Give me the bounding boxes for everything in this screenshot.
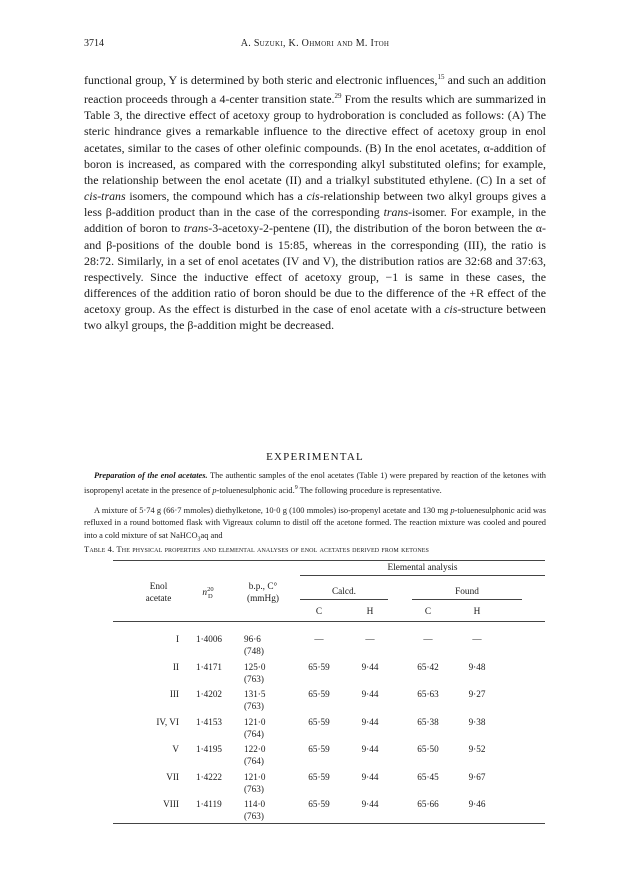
table-cell-n: 1·4119	[196, 799, 222, 809]
table-cell-enol: II	[172, 661, 179, 672]
table-cell-ch: 9·44	[361, 689, 379, 699]
text-run: From the results which are summarized in Table 3, the directive effect of acetoxy group to hydroboration is concluded as follows: (A) The steric hindrance gives a remarkable influence to the directive effect of acetoxy group in enol acetates, similar to the cases of other olefinic compounds. (B) In the enol acetates, α-addition of boron is increased, as compared with the corresponding alkyl substituted olefins; for example, the relationship between the enol acetate (II) and a trialkyl substituted ethylene. (C) In a set of	[84, 92, 546, 187]
header-calcd: Calcd.	[331, 587, 356, 597]
text-run: The following procedure is representative.	[297, 486, 442, 496]
table-title: The physical properties and elemental analyses of enol acetates derived from ketones	[114, 544, 429, 554]
italic-term: p	[212, 486, 217, 496]
italic-term: cis	[444, 302, 458, 317]
table-cell-pressure: (763)	[244, 701, 264, 711]
table-cell-fc: 65·45	[417, 771, 439, 782]
header-boiling-point	[238, 581, 288, 605]
table-bottom-rule	[113, 823, 545, 824]
text-run: isomers, the compound which has a	[125, 189, 307, 204]
symbol: n	[202, 588, 208, 599]
table-cell-enol: VIII	[163, 799, 179, 809]
table-cell-fc: 65·50	[417, 744, 439, 754]
table-cell-fc: 65·66	[417, 799, 439, 809]
experimental-paragraph-1	[84, 470, 546, 498]
header-line: b.p., C°	[248, 582, 278, 592]
table-cell-cc: 65·59	[308, 716, 330, 727]
text-run: functional group, Y is determined by both steric and electronic influences,	[84, 72, 438, 87]
table-cell-ch: 9·44	[361, 771, 379, 782]
header-refractive-index	[193, 586, 223, 600]
running-authors: A. Suzuki, K. Ohmori and M. Itoh	[240, 38, 390, 49]
table-cell-bp: 131·5	[244, 689, 266, 699]
table-cell-enol: IV, VI	[156, 716, 179, 727]
table-cell-bp: 121·0	[244, 771, 266, 782]
text-run: and such an addition reaction proceeds through a 4-center transition state.	[84, 72, 546, 107]
italic-term: p	[450, 506, 455, 515]
header-line: (mmHg)	[246, 594, 280, 604]
paragraph	[84, 470, 546, 498]
table-cell-pressure: (763)	[244, 783, 264, 794]
table-cell-fh: —	[472, 634, 482, 644]
table-cell-n: 1·4195	[196, 744, 223, 754]
table-cell-ch: 9·44	[361, 661, 379, 672]
table-cell-n: 1·4202	[196, 689, 223, 699]
table-cell-fh: 9·48	[468, 661, 486, 672]
table-cell-bp: 121·0	[244, 716, 266, 727]
header-enol-acetate	[136, 581, 181, 605]
group-rule	[300, 575, 545, 576]
table-cell-cc: 65·59	[308, 689, 330, 699]
header-found: Found	[455, 587, 479, 597]
header-line: Enol	[149, 582, 168, 592]
table-cell-ch: 9·44	[361, 716, 379, 727]
text-run: -relationship between two alkyl groups gives a less β-addition product than in the case of the corresponding	[84, 189, 547, 220]
table-cell-pressure: (763)	[244, 673, 264, 684]
text-run: A mixture of 5·74 g (66·7 mmoles) diethylketone, 10·0 g (100 mmoles) iso-propenyl acetate and 130 mg	[94, 506, 451, 515]
table-cell-fh: 9·46	[468, 799, 486, 809]
italic-term: cis	[306, 189, 320, 204]
table-cell-n: 1·4006	[196, 634, 223, 644]
table-cell-bp: 96·6	[244, 634, 261, 644]
text-run: -toluenesulphonic acid was refluxed in a round bottomed flask with Vigreaux column to distil off the acetone formed. The reaction mixture was cooled and poured into a cold mixture of sat NaHCO	[84, 506, 547, 540]
header-calcd-h: H	[366, 607, 374, 617]
table-cell-pressure: (764)	[244, 756, 264, 766]
table-cell-cc: 65·59	[308, 771, 330, 782]
table-label: Table 4.	[84, 544, 115, 554]
calcd-rule	[300, 599, 388, 600]
table-cell-bp: 114·0	[244, 799, 266, 809]
text-run: The authentic samples of the enol acetates (Table 1) were prepared by reaction of the ketones with isopropenyl acetate in the presence of	[84, 471, 546, 496]
italic-term: cis-trans	[84, 189, 126, 204]
table-cell-ch: —	[365, 634, 375, 644]
table-cell-bp: 125·0	[244, 661, 266, 672]
header-elemental-analysis: Elemental analysis	[387, 563, 458, 573]
text-run: aq and	[200, 530, 223, 540]
table-cell-fc: 65·42	[417, 661, 439, 672]
body-paragraph	[84, 69, 546, 333]
italic-term: trans	[183, 221, 209, 236]
table-cell-bp: 122·0	[244, 744, 266, 754]
page-number: 3714	[84, 38, 104, 49]
table-cell-enol: III	[169, 689, 179, 699]
table-cell-fh: 9·27	[468, 689, 486, 699]
found-rule	[412, 599, 522, 600]
table-cell-fc: 65·38	[417, 716, 439, 727]
table-cell-ch: 9·44	[361, 799, 379, 809]
table-cell-ch: 9·44	[361, 744, 379, 754]
table-cell-fh: 9·52	[468, 744, 486, 754]
table-caption	[84, 544, 554, 554]
table-cell-fc: —	[423, 634, 433, 644]
table-cell-enol: I	[175, 634, 179, 644]
table-cell-fh: 9·67	[468, 771, 486, 782]
table-cell-cc: 65·59	[308, 799, 330, 809]
reference-29: 29	[334, 92, 342, 101]
section-heading-experimental: EXPERIMENTAL	[266, 451, 364, 463]
text-run: -isomer. For example, in the addition of boron to	[84, 205, 546, 236]
header-found-c: C	[424, 607, 432, 617]
text-run: -3-acetoxy-2-pentene (II), the distribution of the boron between the α- and β-positions of the double bond is 15:85, whereas in the corresponding (III), the ratio is 28:72. Similarly, in a set of enol acetates (IV and V), the distribution ratios are 32:68 and 37:63, respectively. Since the inductive effect of acetoxy group, −1 is same in these cases, the differences of the addition ratio of boron should be due to the difference of the +R effect of the acetoxy group. As the effect is disturbed in the case of enol acetate with a	[84, 221, 546, 317]
reference-9: 9	[294, 485, 298, 492]
header-found-h: H	[473, 607, 481, 617]
table-cell-cc: —	[314, 634, 324, 644]
superscript: 20	[207, 586, 214, 593]
table-cell-fh: 9·38	[468, 716, 486, 727]
experimental-paragraph-2	[84, 505, 546, 546]
table-cell-cc: 65·59	[308, 744, 330, 754]
italic-term: trans	[383, 205, 409, 220]
text-run: -structure between two alkyl groups, the β-addition might be decreased.	[84, 302, 546, 333]
subscript: 3	[197, 536, 201, 543]
header-calcd-c: C	[315, 607, 323, 617]
discussion-paragraph	[84, 69, 546, 333]
paragraph	[84, 505, 546, 546]
table-cell-n: 1·4171	[196, 661, 223, 672]
table-top-rule	[113, 560, 545, 561]
table-cell-n: 1·4222	[196, 771, 223, 782]
header-bottom-rule	[113, 621, 545, 622]
table-cell-cc: 65·59	[308, 661, 330, 672]
header-line: acetate	[145, 594, 172, 604]
subscript: D	[207, 593, 213, 600]
table-cell-n: 1·4153	[196, 716, 223, 727]
reference-15: 15	[437, 73, 445, 81]
table-cell-enol: V	[172, 744, 179, 754]
table-cell-enol: VII	[166, 771, 179, 782]
table-cell-pressure: (763)	[244, 811, 264, 821]
text-run: -toluenesulphonic acid.	[216, 486, 295, 496]
table-cell-pressure: (748)	[244, 646, 264, 656]
table-cell-pressure: (764)	[244, 728, 264, 739]
table-cell-fc: 65·63	[417, 689, 439, 699]
run-in-heading: Preparation of the enol acetates.	[94, 471, 208, 480]
